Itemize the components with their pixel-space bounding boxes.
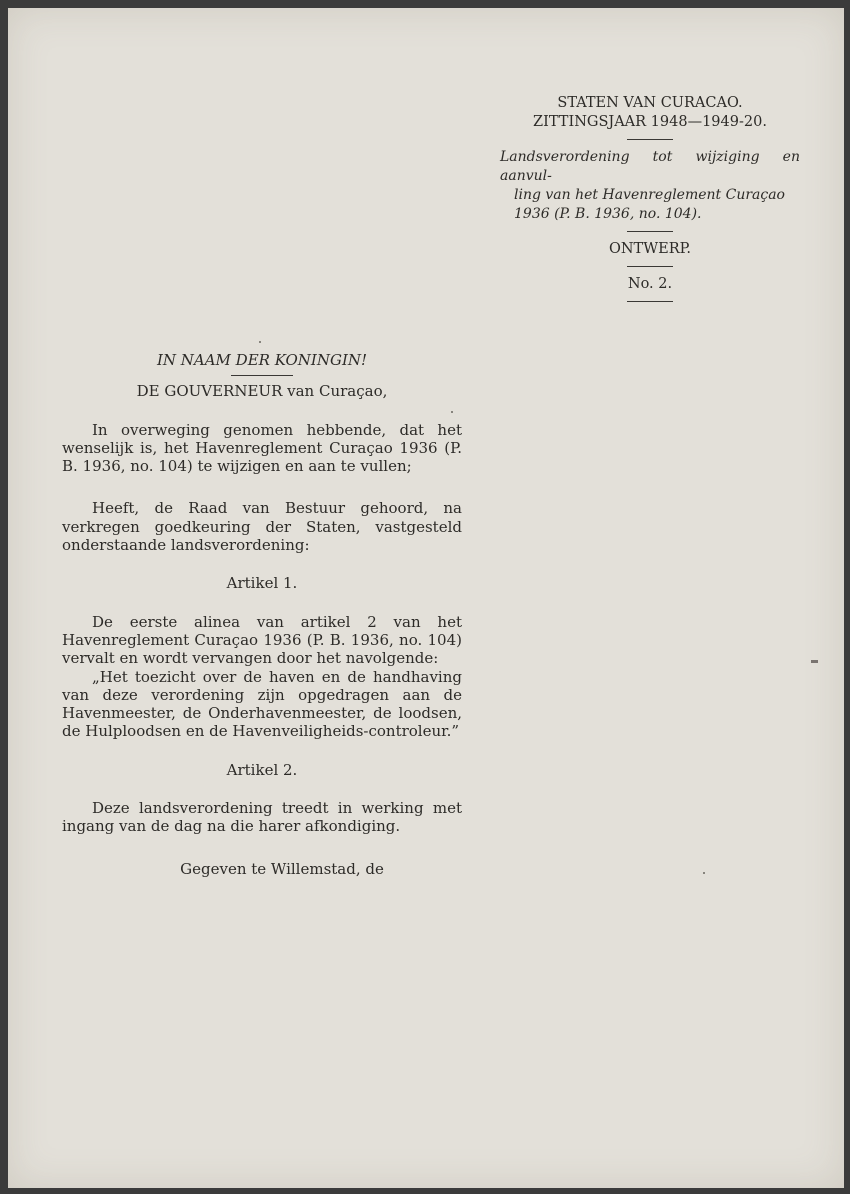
header-rule [627, 139, 673, 140]
speck [259, 341, 261, 343]
header-line-2: ZITTINGSJAAR 1948—1949-20. [533, 114, 767, 130]
document-header [500, 94, 800, 310]
header-line-1: STATEN VAN CURACAO. [557, 95, 743, 111]
ordinance-title-line-1: Landsverordening tot wijziging en aanvul- [500, 149, 800, 184]
article-1-text: De eerste alinea van artikel 2 van het Havenreglement Curaçao 1936 (P. B. 1936, no. 104) vervalt en wordt vervangen door het navolgende: [62, 612, 462, 668]
article-2-heading: Artikel 2. [226, 760, 298, 779]
speck [703, 872, 705, 874]
invocation: IN NAAM DER KONINGIN! [156, 351, 368, 369]
ordinance-title [500, 148, 800, 224]
ordinance-title-line-3: 1936 (P. B. 1936, no. 104). [514, 206, 702, 222]
header-rule [627, 301, 673, 302]
ordinance-title-line-2: ling van het Havenreglement Curaçao [514, 187, 785, 203]
header-rule [627, 266, 673, 267]
given-at-line: Gegeven te Willemstad, de [180, 859, 384, 878]
article-2-text: Deze landsverordening treedt in werking met ingang van de dag na die harer afkondiging. [62, 799, 462, 836]
document-page [8, 8, 844, 1188]
ordinance-body [62, 351, 462, 878]
article-1-heading: Artikel 1. [226, 574, 298, 593]
enacting-paragraph: Heeft, de Raad van Bestuur gehoord, na verkregen goedkeuring der Staten, vastgesteld onderstaande landsverordening: [62, 499, 462, 555]
draft-label: ONTWERP. [608, 241, 692, 257]
governor-line: DE GOUVERNEUR van Curaçao, [136, 382, 388, 401]
speck [451, 411, 453, 413]
document-number: No. 2. [627, 276, 673, 292]
margin-mark [811, 660, 818, 663]
header-rule [627, 231, 673, 232]
considering-paragraph: In overweging genomen hebbende, dat het wenselijk is, het Havenreglement Curaçao 1936 (P. B. 1936, no. 104) te wijzigen en aan te vullen; [62, 420, 462, 476]
body-rule [231, 375, 293, 376]
article-1-quote: „Het toezicht over de haven en de handhaving van deze verordening zijn opgedragen aan de Havenmeester, de Onderhavenmeester, de loodsen, de Hulploodsen en de Havenveiligheids-controleur.” [62, 667, 462, 741]
